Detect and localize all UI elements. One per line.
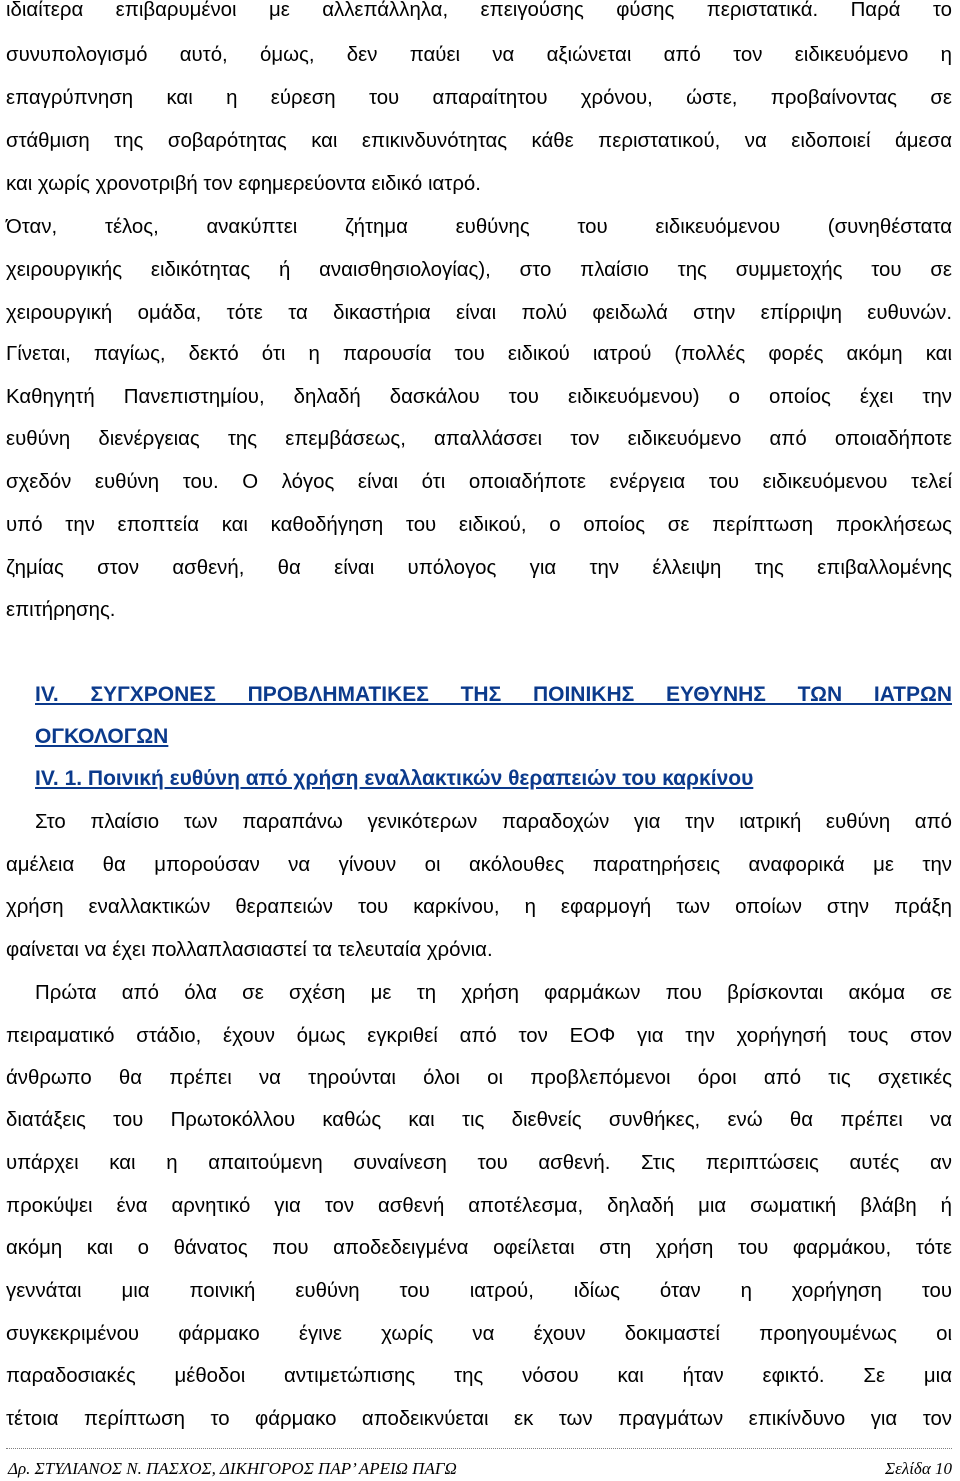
text-line: γεννάται μια ποινική ευθύνη του ιατρού, ιδίως όταν η χορήγηση του [6,1280,952,1302]
footer-divider [6,1448,952,1449]
text-line: Στο πλαίσιο των παραπάνω γενικότερων παραδοχών για την ιατρική ευθύνη από [35,811,952,833]
text-line: υπάρχει και η απαιτούμενη συναίνεση του ασθενή. Στις περιπτώσεις αυτές αν [6,1152,952,1174]
footer-page-number: Σελίδα 10 [885,1459,952,1478]
text-line: προκύψει ένα αρνητικό για τον ασθενή αποτέλεσμα, δηλαδή μια σωματική βλάβη ή [6,1195,952,1217]
footer-author: Δρ. ΣΤΥΛΙΑΝΟΣ Ν. ΠΑΣΧΟΣ, ΔΙΚΗΓΟΡΟΣ ΠΑΡ’ ΑΡΕΙΩ ΠΑΓΩ [8,1459,457,1478]
text-line: φαίνεται να έχει πολλαπλασιαστεί τα τελευταία χρόνια. [6,939,493,961]
text-line: σχεδόν ευθύνη του. Ο λόγος είναι ότι οποιαδήποτε ενέργεια του ειδικευόμενου τελεί [6,471,952,493]
text-line: και χωρίς χρονοτριβή τον εφημερεύοντα ειδικό ιατρό. [6,173,481,195]
text-line: συγκεκριμένου φάρμακο έγινε χωρίς να έχουν δοκιμαστεί προηγουμένως οι [6,1323,952,1345]
text-line: διατάξεις του Πρωτοκόλλου καθώς και τις διεθνείς συνθήκες, ενώ θα πρέπει να [6,1109,952,1131]
text-line: υπό την εποπτεία και καθοδήγηση του ειδικού, ο οποίος σε περίπτωση προκλήσεως [6,514,952,536]
text-line: χειρουργική ομάδα, τότε τα δικαστήρια είναι πολύ φειδωλά στην επίρριψη ευθυνών. [6,302,952,324]
text-line: ζημίας στον ασθενή, θα είναι υπόλογος για την έλλειψη της επιβαλλομένης [6,557,952,579]
text-line: επαγρύπνηση και η εύρεση του απαραίτητου χρόνου, ώστε, προβαίνοντας σε [6,87,952,109]
text-line: άνθρωπο θα πρέπει να τηρούνται όλοι οι προβλεπόμενοι όροι από τις σχετικές [6,1067,952,1089]
section-heading: IV. ΣΥΓΧΡΟΝΕΣ ΠΡΟΒΛΗΜΑΤΙΚΕΣ ΤΗΣ ΠΟΙΝΙΚΗΣ ΕΥΘΥΝΗΣ ΤΩΝ ΙΑΤΡΩΝ [35,683,952,706]
text-line: Πρώτα από όλα σε σχέση με τη χρήση φαρμάκων που βρίσκονται ακόμα σε [35,982,952,1004]
text-line: παραδοσιακές μέθοδοι αντιμετώπισης της νόσου και ήταν εφικτό. Σε μια [6,1365,952,1387]
text-line: χειρουργικής ειδικότητας ή αναισθησιολογίας), στο πλαίσιο της συμμετοχής του σε [6,259,952,281]
text-line: τέτοια περίπτωση το φάρμακο αποδεικνύεται εκ των πραγμάτων επικίνδυνο για τον [6,1408,952,1430]
text-line: στάθμιση της σοβαρότητας και επικινδυνότητας κάθε περιστατικού, να ειδοποιεί άμεσα [6,130,952,152]
subsection-heading: IV. 1. Ποινική ευθύνη από χρήση εναλλακτικών θεραπειών του καρκίνου [35,767,754,790]
text-line: πειραματικό στάδιο, έχουν όμως εγκριθεί από τον ΕΟΦ για την χορήγησή τους στον [6,1025,952,1047]
text-line: Καθηγητή Πανεπιστημίου, δηλαδή δασκάλου του ειδικευόμενου) ο οποίος έχει την [6,386,952,408]
text-line: αμέλεια θα μπορούσαν να γίνουν οι ακόλουθες παρατηρήσεις αναφορικά με την [6,854,952,876]
text-line: Γίνεται, παγίως, δεκτό ότι η παρουσία του ειδικού ιατρού (πολλές φορές ακόμη και [6,343,952,365]
text-line: επιτήρησης. [6,599,116,621]
text-line: ακόμη και ο θάνατος που αποδεδειγμένα οφείλεται στη χρήση του φαρμάκου, τότε [6,1237,952,1259]
text-line: ιδιαίτερα επιβαρυμένοι με αλλεπάλληλα, επειγούσης φύσης περιστατικά. Παρά το [6,0,952,21]
text-line: συνυπολογισμό αυτό, όμως, δεν παύει να αξιώνεται από τον ειδικευόμενο η [6,44,952,66]
section-heading-continued: ΟΓΚΟΛΟΓΩΝ [35,725,169,748]
text-line: Όταν, τέλος, ανακύπτει ζήτημα ευθύνης του ειδικευόμενου (συνηθέστατα [6,216,952,238]
text-line: ευθύνη διενέργειας της επεμβάσεως, απαλλάσσει τον ειδικευόμενο από οποιαδήποτε [6,428,952,450]
text-line: χρήση εναλλακτικών θεραπειών του καρκίνου, η εφαρμογή των οποίων στην πράξη [6,896,952,918]
